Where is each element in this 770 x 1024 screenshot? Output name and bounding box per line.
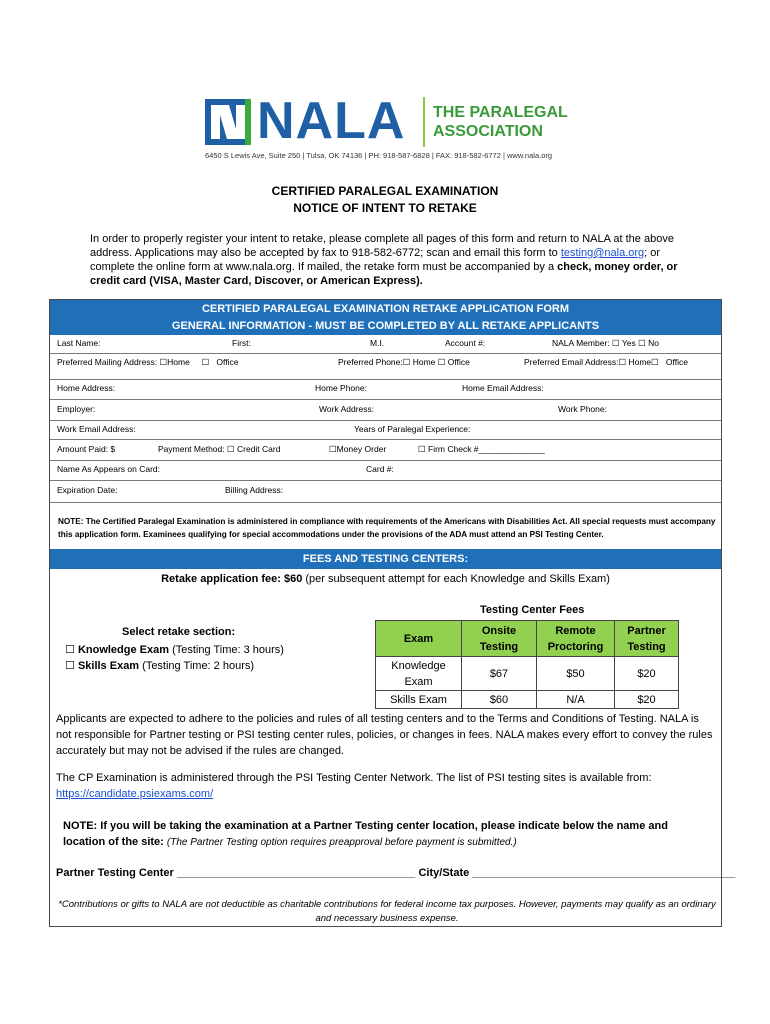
row-exam: Skills Exam: [376, 691, 462, 709]
intro-text-1: In order to properly register your intent to retake, please complete all pages of this form and return to NALA at the above address. Applications may also be accepted by fax to 918-582-6772; scan and email this form to: [90, 233, 674, 259]
row-partner: $20: [615, 657, 679, 691]
pref-phone-field: [338, 357, 470, 368]
email-home-checkbox[interactable]: ☐: [618, 357, 627, 367]
retake-fee-line: [50, 573, 721, 585]
logo-address: 6450 S Lewis Ave, Suite 250 | Tulsa, OK 74136 | PH: 918-587-6828 | FAX: 918-582-6772 | www.nala.org: [205, 151, 553, 160]
intro-paragraph: [90, 232, 690, 288]
payment-method-label: Payment Method:: [158, 444, 225, 454]
skills-exam-time: (Testing Time: 2 hours): [139, 660, 255, 672]
nala-member-label: NALA Member:: [552, 338, 610, 348]
logo-divider: [423, 97, 425, 147]
work-email-label[interactable]: Work Email Address:: [57, 424, 136, 434]
work-address-label[interactable]: Work Address:: [319, 404, 375, 414]
partner-site-fields: [56, 867, 736, 879]
phone-office-checkbox[interactable]: ☐: [437, 357, 446, 367]
city-state-field[interactable]: City/State ___________________________________________: [418, 867, 736, 879]
skills-exam-label: Skills Exam: [77, 660, 140, 672]
tax-footnote: *Contributions or gifts to NALA are not deductible as charitable contributions for federal income tax purposes. However, payments may qualify as an ordinary and necessary business expense.: [58, 899, 716, 924]
credit-card-checkbox[interactable]: ☐: [227, 444, 235, 454]
payment-row: [50, 440, 721, 461]
phone-office-label: Office: [447, 357, 470, 367]
money-order-label: Money Order: [336, 444, 387, 454]
retake-fee-description: (per subsequent attempt for each Knowledge and Skills Exam): [302, 573, 610, 585]
account-number-label[interactable]: Account #:: [445, 338, 486, 348]
header-partner: Partner Testing: [615, 621, 679, 657]
document-subtitle: NOTICE OF INTENT TO RETAKE: [293, 201, 477, 215]
pref-mail-field: [57, 357, 238, 368]
form-header-subtitle: GENERAL INFORMATION - MUST BE COMPLETED BY ALL RETAKE APPLICANTS: [171, 320, 600, 332]
email-office-checkbox[interactable]: ☐: [651, 357, 659, 367]
phone-home-checkbox[interactable]: ☐: [402, 357, 411, 367]
application-form: [49, 299, 736, 927]
email-link[interactable]: testing@nala.org: [560, 247, 645, 259]
home-email-label[interactable]: Home Email Address:: [462, 383, 544, 393]
knowledge-exam-label: Knowledge Exam: [77, 644, 170, 656]
intro-text-2: ; or complete the online form at www.nala.org. If mailed, the retake form must be accompanied by a: [90, 247, 661, 273]
expiration-row: [50, 481, 721, 503]
psi-paragraph: [56, 770, 716, 802]
money-order-checkbox[interactable]: ☐: [329, 444, 337, 454]
employer-label[interactable]: Employer:: [57, 404, 96, 414]
form-header: [50, 300, 721, 335]
firm-check-field: [418, 444, 545, 455]
intro-payment-methods: check, money order, or credit card (VISA, Master Card, Discover, or American Express).: [90, 261, 678, 287]
table-row: [376, 691, 679, 709]
last-name-label[interactable]: Last Name:: [57, 338, 101, 348]
select-section-title: Select retake section:: [122, 626, 236, 638]
first-name-label[interactable]: First:: [232, 338, 251, 348]
table-row: [376, 657, 679, 691]
knowledge-exam-time: (Testing Time: 3 hours): [169, 644, 284, 656]
form-header-title: CERTIFIED PARALEGAL EXAMINATION RETAKE APPLICATION FORM: [201, 303, 570, 315]
skills-exam-checkbox[interactable]: ☐: [65, 660, 75, 672]
card-row: [50, 461, 721, 481]
partner-note: [63, 818, 713, 851]
row-onsite: $67: [462, 657, 537, 691]
email-home-label: Home: [628, 357, 652, 367]
home-row: [50, 380, 721, 400]
psi-link[interactable]: https://candidate.psiexams.com/: [56, 788, 214, 800]
billing-address-label[interactable]: Billing Address:: [225, 485, 284, 495]
money-order-field: [329, 444, 386, 455]
row-exam: Knowledge Exam: [376, 657, 462, 691]
no-label: No: [648, 338, 659, 348]
home-phone-label[interactable]: Home Phone:: [315, 383, 367, 393]
mail-office-label: Office: [216, 357, 239, 367]
header-remote: Remote Proctoring: [537, 621, 615, 657]
header-exam: Exam: [376, 621, 462, 657]
header-onsite: Onsite Testing: [462, 621, 537, 657]
mail-office-checkbox[interactable]: ☐: [201, 357, 210, 367]
partner-note-text: NOTE: If you will be taking the examination at a Partner Testing center location, please indicate below the name and location of the site:: [63, 820, 668, 848]
row-partner: $20: [615, 691, 679, 709]
knowledge-exam-option[interactable]: [65, 643, 284, 656]
row-remote: $50: [537, 657, 615, 691]
amount-paid-label[interactable]: Amount Paid: $: [57, 444, 116, 454]
pref-phone-label: Preferred Phone:: [338, 357, 403, 367]
payment-method-field: [158, 444, 280, 455]
fees-header: FEES AND TESTING CENTERS:: [50, 549, 721, 569]
yes-checkbox[interactable]: ☐: [612, 338, 620, 348]
nala-member-field: [552, 338, 659, 349]
work-phone-label[interactable]: Work Phone:: [558, 404, 607, 414]
name-on-card-label[interactable]: Name As Appears on Card:: [57, 464, 161, 474]
psi-text: The CP Examination is administered through the PSI Testing Center Network. The list of PSI testing sites is available from:: [56, 772, 652, 784]
pref-email-field: [524, 357, 688, 368]
preferences-row: [50, 354, 721, 380]
firm-check-label: Firm Check #______________: [428, 444, 545, 454]
logo-tagline-line2: ASSOCIATION: [433, 123, 543, 140]
partner-note-italic: (The Partner Testing option requires preapproval before payment is submitted.): [166, 837, 517, 848]
pref-email-label: Preferred Email Address:: [524, 357, 619, 367]
home-address-label[interactable]: Home Address:: [57, 383, 116, 393]
middle-initial-label[interactable]: M.I.: [370, 338, 385, 348]
email-office-label: Office: [665, 357, 688, 367]
row-onsite: $60: [462, 691, 537, 709]
document-title: CERTIFIED PARALEGAL EXAMINATION: [271, 184, 499, 198]
retake-fee-amount: Retake application fee: $60: [161, 573, 303, 585]
expiration-date-label[interactable]: Expiration Date:: [57, 485, 118, 495]
nala-logo-icon: [205, 99, 251, 145]
testing-fees-table: [375, 620, 679, 709]
nala-logo: [205, 93, 575, 165]
logo-tagline: [433, 103, 568, 141]
row-remote: N/A: [537, 691, 615, 709]
employer-row: [50, 400, 721, 421]
pref-mail-label: Preferred Mailing Address:: [57, 357, 158, 367]
mail-home-label: Home: [167, 357, 190, 367]
fees-table-header: [376, 621, 679, 657]
yes-label: Yes: [621, 338, 636, 348]
name-row: [50, 337, 721, 354]
mail-home-checkbox[interactable]: ☐: [159, 357, 168, 367]
work-email-row: [50, 421, 721, 440]
logo-wordmark: NALA: [257, 92, 406, 150]
ada-note: NOTE: The Certified Paralegal Examination is administered in compliance with requirements of the Americans with Disabilities Act. All special requests must accompany this application form. Examinees qualifying for special accommodations under the provisions of the ADA must attend an PSI Testing Center.: [58, 517, 716, 539]
partner-center-field[interactable]: Partner Testing Center _______________________________________: [56, 867, 416, 879]
no-checkbox[interactable]: ☐: [638, 338, 646, 348]
phone-home-label: Home: [412, 357, 436, 367]
policy-paragraph: Applicants are expected to adhere to the policies and rules of all testing centers and to the Terms and Conditions of Testing. NALA is not responsible for Partner testing or PSI testing center rules, policies, or changes in fees. NALA makes every effort to convey the rules accurately but may not be advised if the rules are changed.: [56, 713, 713, 757]
knowledge-exam-checkbox[interactable]: ☐: [65, 644, 75, 656]
card-number-label[interactable]: Card #:: [366, 464, 394, 474]
logo-tagline-line1: THE PARALEGAL: [433, 104, 568, 121]
skills-exam-option[interactable]: [65, 659, 254, 672]
testing-center-fees-title: Testing Center Fees: [480, 604, 585, 616]
years-experience-label[interactable]: Years of Paralegal Experience:: [354, 424, 471, 434]
credit-card-label: Credit Card: [237, 444, 281, 454]
firm-check-checkbox[interactable]: ☐: [418, 444, 426, 454]
